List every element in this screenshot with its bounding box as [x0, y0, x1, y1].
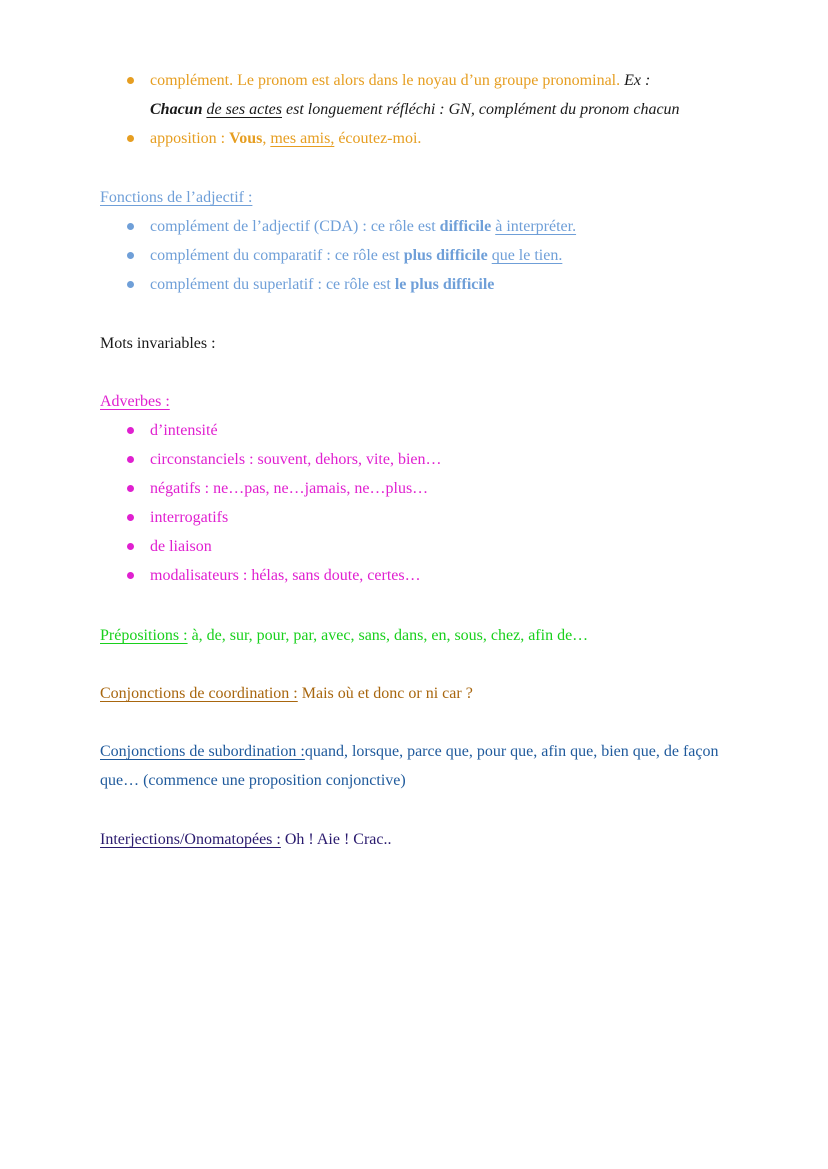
example-underlined: de ses actes	[206, 101, 282, 118]
pronoun-complement-text: complément. Le pronom est alors dans le noyau d’un groupe pronominal.	[150, 72, 621, 89]
subordination-heading: Conjonctions de subordination :	[100, 743, 305, 760]
prepositions-text: à, de, sur, pour, par, avec, sans, dans, en, sous, chez, afin de…	[191, 627, 589, 644]
adjective-functions	[100, 183, 732, 299]
adjective-item-text: complément de l’adjectif (CDA) : ce rôle est	[150, 218, 436, 235]
invariables-heading: Mots invariables :	[100, 335, 216, 352]
list-item	[100, 270, 732, 299]
adjective-heading: Fonctions de l’adjectif :	[100, 189, 253, 206]
adjective-item-underlined: que le tien.	[491, 247, 563, 264]
example-rest: est longuement réfléchi : GN, complément du pronom chacun	[286, 101, 680, 118]
list-item: de liaison	[100, 532, 732, 561]
apposition-bold: Vous	[229, 130, 263, 147]
adjective-function-list	[100, 212, 732, 299]
interjections-text: Oh ! Aie ! Crac..	[284, 831, 392, 848]
adjective-item-text: complément du superlatif : ce rôle est	[150, 276, 391, 293]
prepositions-section	[100, 621, 732, 650]
adjective-item-bold: le plus difficile	[394, 276, 495, 293]
apposition-prefix: apposition :	[150, 130, 226, 147]
interjections-section	[100, 825, 732, 854]
subordination-text: quand, lorsque, parce que, pour que, afin que, bien que, de façon que… (commence une proposition conjonctive)	[100, 743, 719, 789]
list-item: d’intensité	[100, 416, 732, 445]
apposition-comma: ,	[262, 130, 267, 147]
adjective-item-bold: difficile	[439, 218, 492, 235]
coordination-heading: Conjonctions de coordination :	[100, 685, 298, 702]
adverbs-list	[100, 416, 732, 590]
list-item: modalisateurs : hélas, sans doute, certes…	[100, 561, 732, 590]
pronoun-functions	[100, 66, 732, 153]
example-word: Chacun	[150, 101, 203, 118]
interjections-heading: Interjections/Onomatopées :	[100, 831, 281, 848]
apposition-rest: écoutez-moi.	[338, 130, 422, 147]
list-item: négatifs : ne…pas, ne…jamais, ne…plus…	[100, 474, 732, 503]
list-item: circonstanciels : souvent, dehors, vite, bien…	[100, 445, 732, 474]
pronoun-function-list	[100, 66, 732, 153]
adjective-item-underlined: à interpréter.	[495, 218, 577, 235]
coordination-section	[100, 679, 732, 708]
example-label: Ex :	[624, 72, 651, 89]
list-item: interrogatifs	[100, 503, 732, 532]
list-item	[100, 66, 732, 124]
list-item	[100, 124, 732, 153]
adjective-item-bold: plus difficile	[403, 247, 488, 264]
adverbs-heading: Adverbes :	[100, 393, 170, 410]
prepositions-heading: Prépositions :	[100, 627, 188, 644]
apposition-underlined: mes amis,	[270, 130, 335, 147]
subordination-section	[100, 737, 732, 795]
list-item	[100, 212, 732, 241]
coordination-text: Mais où et donc or ni car ?	[301, 685, 473, 702]
adverbs-section	[100, 387, 732, 590]
adjective-item-text: complément du comparatif : ce rôle est	[150, 247, 400, 264]
list-item	[100, 241, 732, 270]
